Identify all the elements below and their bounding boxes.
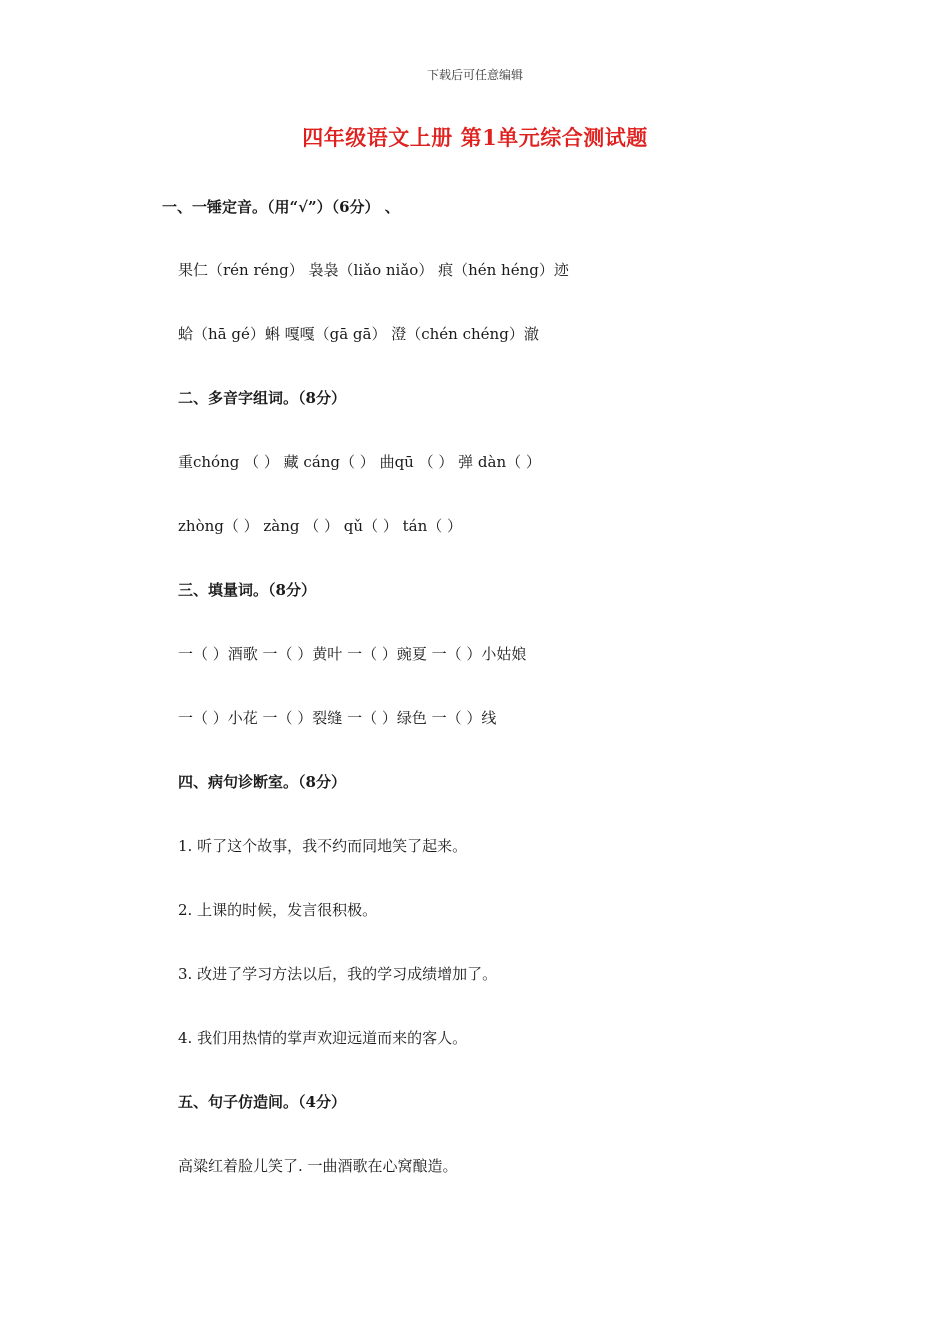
section-3-heading: 三、填量词。（8分） [178, 581, 316, 599]
section-4-item-2: 2. 上课的时候，发言很积极。 [178, 901, 378, 919]
section-5-line-1: 高粱红着脸儿笑了. 一曲酒歌在心窝酿造。 [178, 1157, 458, 1175]
section-2-heading: 二、多音字组词。（8分） [178, 389, 346, 407]
header-note: 下载后可任意编辑 [426, 68, 523, 82]
section-4-item-3: 3. 改进了学习方法以后，我的学习成绩增加了。 [178, 965, 498, 983]
section-3-line-2: 一（ ）小花 一（ ）裂缝 一（ ）绿色 一（ ）线 [178, 709, 497, 727]
page-title: 四年级语文上册 第1单元综合测试题 [302, 125, 648, 150]
section-4-item-1: 1. 听了这个故事，我不约而同地笑了起来。 [178, 837, 468, 855]
section-1-line-1: 果仁（rén réng） 袅袅（liǎo niǎo） 痕（hén héng）迹 [178, 261, 569, 279]
section-2-line-1: 重chóng （ ） 藏 cáng（ ） 曲qū （ ） 弹 dàn（ ） [178, 453, 541, 471]
section-2-line-2: zhòng（ ） zàng （ ） qǔ（ ） tán（ ） [178, 517, 463, 535]
section-1-heading: 一、一锤定音。（用“√”）（6分） 、 [162, 198, 400, 216]
section-1-line-2: 蛤（hā gé）蝌 嘎嘎（gā gā） 澄（chén chéng）澈 [178, 325, 539, 343]
section-3-line-1: 一（ ）酒歌 一（ ）黄叶 一（ ）豌夏 一（ ）小姑娘 [178, 645, 527, 663]
section-5-heading: 五、句子仿造间。（4分） [178, 1093, 346, 1111]
section-4-item-4: 4. 我们用热情的掌声欢迎远道而来的客人。 [178, 1029, 468, 1047]
section-4-heading: 四、病句诊断室。（8分） [178, 773, 346, 791]
